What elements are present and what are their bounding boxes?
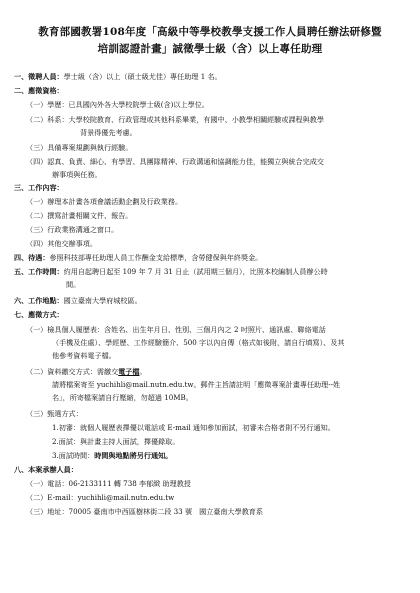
section-3-item-2: （二）撰寫計畫相關文件、報告。 [26,211,133,220]
section-6-heading: 六、工作地點： [14,296,64,305]
section-7-item-2-cont-2: 名」，所寄檔案請自行壓縮，勿超過 10MB。 [52,393,193,402]
section-6-row [14,296,142,305]
section-2-item-4-cont: 辦事項與任務。 [52,170,102,179]
section-7-item-3-step-1: 1.初審：就個人履歷表擇優以電話或 E-mail 通知參加面試，初審未合格者則不另行通知。 [52,423,335,432]
section-4-heading: 四、待遇： [14,253,50,262]
section-4-row [14,253,262,262]
section-7-item-3-step-3-prefix: 3.面試時間： [52,451,95,460]
section-7-heading: 七、應徵方式： [14,310,64,319]
contact-email: （二）E-mail：yuchihli@mail.nutn.edu.tw [26,493,175,502]
section-2-item-2-cont: 背景得優先考慮。 [80,128,137,137]
section-5-text: 約用自起聘日起至 109 年 7 月 31 日止（試用期三個月），比照本校編制人員辦公時 [63,267,328,276]
contact-address: （三）地址：70005 臺南市中西區樹林街二段 33 號 國立臺南大學教育系 [26,507,263,516]
section-2-item-2: （二）科系：大學校院教育、行政管理或其他科系畢業，有國中、小教學相關經驗或課程與教學 [26,115,324,124]
section-7-item-3-step-3 [52,451,172,460]
document-title-line-1: 教育部國教署108年度「高級中等學校教學支援工作人員聘任辦法研修暨 [38,26,382,38]
section-2-heading: 二、應徵資格： [14,86,64,95]
section-3-item-4: （四）其他交辦事項。 [26,239,97,248]
section-6-text: 國立臺南大學府城校區。 [63,296,142,305]
section-5-heading: 五、工作時間： [14,267,64,276]
section-7-item-2-cont-1: 請將檔案寄至 yuchihli@mail.nutn.edu.tw。郵件主旨請註明「應徵專案計畫專任助理--姓 [52,380,341,389]
section-5-row [14,267,328,276]
section-3-heading: 三、工作內容： [14,183,64,192]
section-7-item-2-suffix: 。 [139,367,147,376]
section-5-text-cont: 間。 [66,280,81,289]
section-8-heading: 八、本案承辦人員： [14,465,78,474]
section-7-item-3: （三）甄選方式： [26,409,83,418]
section-7-item-2 [26,367,147,376]
section-7-item-3-step-2: 2.面試：與計畫主持人面試，擇優錄取。 [52,437,180,446]
section-1-heading: 一、徵聘人員： [14,72,64,81]
section-7-item-2-prefix: （二）資料繳交方式：需繳交 [26,367,119,376]
section-4-text: 參照科技部專任助理人員工作酬金支給標準，含勞健保與年終獎金。 [49,253,263,262]
section-7-item-1-cont-1: （手機及住處）、學經歷、工作經驗簡介、500 字以內自傳（格式如後附，請自行填寫）、及其 [52,338,345,347]
section-2-item-1: （一）學歷：已具國內外各大學校院學士級(含)以上學位。 [26,100,209,109]
section-7-item-1: （一）檢具個人履歷表：含姓名、出生年月日、性別、三個月內之 2 吋照片、通訊處、聯絡電話 [26,325,326,334]
section-1-row [14,72,222,81]
section-2-item-4: （四）認真、負責、細心、有學習、具團隊精神、行政溝通和協調能力佳，能獨立與統合完成交 [26,157,324,166]
section-3-item-3: （三）行政業務溝通之窗口。 [26,225,119,234]
document-title-line-2: 培訓認證計畫」誠徵學士級（含）以上專任助理 [97,43,323,55]
section-3-item-1: （一）辦理本計畫各項會議活動企劃及行政業務。 [26,197,183,206]
contact-phone: （一）電話：06-2133111 轉 738 李郁緻 助理教授 [26,479,191,488]
section-7-item-2-emphasis: 電子檔 [118,367,140,376]
section-7-item-3-step-3-emphasis: 時間與地點將另行通知。 [94,451,173,460]
section-1-text: 學士級（含）以上（碩士級尤佳）專任助理 1 名。 [63,72,222,81]
section-2-item-3: （三）具備專案規劃與執行經驗。 [26,143,133,152]
section-7-item-1-cont-2: 他參考資料電子檔。 [52,351,116,360]
